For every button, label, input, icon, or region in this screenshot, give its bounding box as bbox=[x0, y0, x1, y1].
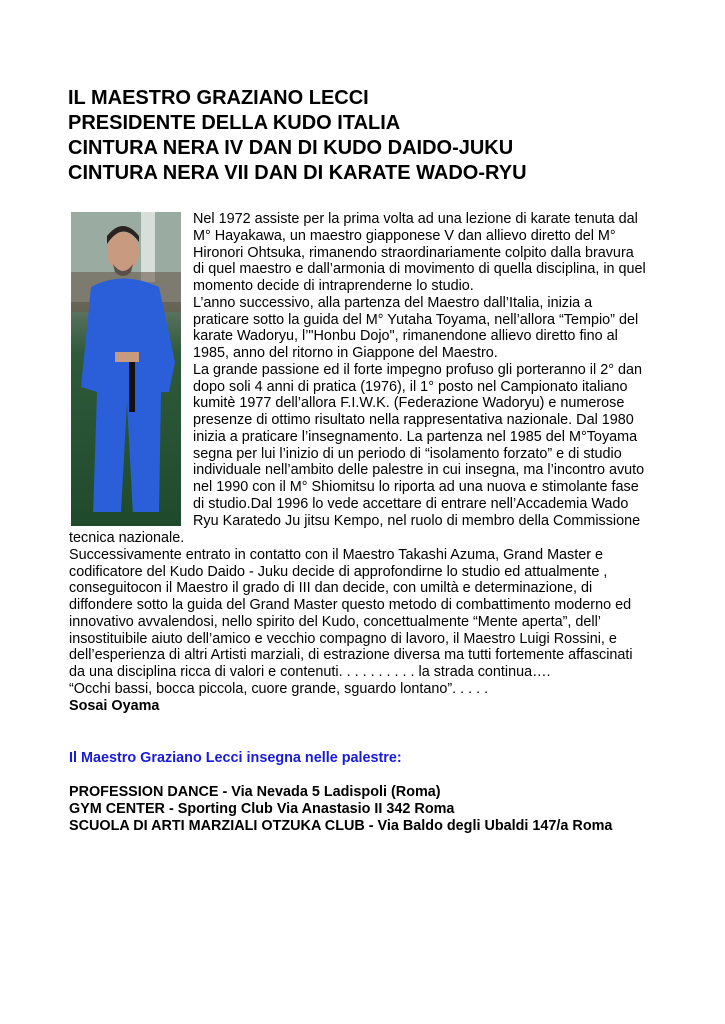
text-line: codificatore del Kudo Daido - Juku decide di approfondirne lo studio ed attualmente , bbox=[69, 563, 608, 580]
text-line: da una disciplina ricca di valori e contenuti. . . . . . . . . . la strada continua…. bbox=[69, 664, 551, 680]
text-line: kumitè 1977 dell’allora F.I.W.K. (Federazione Wadoryu) e numerose bbox=[193, 395, 625, 412]
text-line: M° Hayakawa, un maestro giapponese V dan allievo diretto del M° bbox=[193, 227, 616, 244]
text-line: conseguitocon il Maestro il grado di III dan decide, con umiltà e determinazione, di bbox=[69, 580, 593, 597]
title-line: CINTURA NERA IV DAN DI KUDO DAIDO-JUKU bbox=[68, 137, 514, 159]
text-line: 1985, anno del ritorno in Giappone del Maestro. bbox=[193, 345, 498, 361]
text-line: Successivamente entrato in contatto con il Maestro Takashi Azuma, Grand Master e bbox=[69, 546, 604, 563]
title-line: PRESIDENTE DELLA KUDO ITALIA bbox=[68, 112, 401, 134]
text-line: praticare sotto la guida del M° Yutaha Toyama, nell’allora “Tempio” del bbox=[193, 311, 639, 328]
palestre-heading: Il Maestro Graziano Lecci insegna nelle palestre: bbox=[69, 750, 402, 766]
text-line: segna per lui l’inizio di un periodo di “isolamento forzato” e di studio bbox=[193, 445, 622, 462]
bio-text-full bbox=[69, 530, 633, 714]
text-line: di quel maestro e dall’armonia di movimento di quella disciplina, in quel bbox=[193, 261, 646, 278]
text-line: Nel 1972 assiste per la prima volta ad una lezione di karate tenuta dal bbox=[193, 211, 638, 227]
text-line: “Occhi bassi, bocca piccola, cuore grande, sguardo lontano”. . . . . bbox=[69, 680, 489, 697]
palestra-item: GYM CENTER - Sporting Club Via Anastasio II 342 Roma bbox=[69, 800, 455, 817]
text-line: diffondere sotto la guida del Grand Master questo metodo di combattimento moderno ed bbox=[69, 597, 632, 613]
title-line: CINTURA NERA VII DAN DI KARATE WADO-RYU bbox=[68, 162, 527, 184]
palestra-item: SCUOLA DI ARTI MARZIALI OTZUKA CLUB - Via Baldo degli Ubaldi 147/a Roma bbox=[69, 817, 613, 834]
palestra-item: PROFESSION DANCE - Via Nevada 5 Ladispoli (Roma) bbox=[69, 784, 441, 800]
text-line: dopo soli 4 anni di pratica (1976), il 1° posto nel Campionato italiano bbox=[193, 378, 628, 395]
text-line: innovativo avvalendosi, nello spirito del Kudo, concettualmente “Mente aperta”, dell’ bbox=[69, 613, 601, 630]
text-line: nel 1990 con il M° Shiomitsu lo riporta ad una nuova e stimolante fase bbox=[193, 479, 639, 495]
text-line: tecnica nazionale. bbox=[69, 530, 185, 546]
text-line: dell’esperienza di altri Artisti marziali, di estrazione diversa ma tutti fortemente affascinati bbox=[69, 647, 633, 664]
text-line: insostituibile aiuto dell’amico e vecchio compagno di lavoro, il Maestro Luigi Rossini, e bbox=[69, 630, 617, 647]
palestre-list bbox=[69, 784, 612, 834]
bio-text-wrapped bbox=[193, 211, 646, 529]
text-line: karate Wadoryu, l’"Honbu Dojo", rimanendone allievo diretto fino al bbox=[193, 328, 618, 345]
title-line: IL MAESTRO GRAZIANO LECCI bbox=[68, 87, 369, 109]
maestro-photo bbox=[71, 212, 181, 526]
page-title bbox=[68, 86, 527, 186]
text-line: individuale nell’ambito delle palestre in cui insegna, ma l’incontro avuto bbox=[193, 462, 645, 479]
text-line: presenze di ottimo risultato nella rappresentativa nazionale. Dal 1980 bbox=[193, 412, 634, 428]
text-line: Ryu Karatedo Ju jitsu Kempo, nel ruolo di membro della Commissione bbox=[193, 512, 641, 529]
text-line: inizia a praticare l’insegnamento. La partenza nel 1985 del M°Toyama bbox=[193, 428, 638, 445]
signature: Sosai Oyama bbox=[69, 697, 160, 714]
text-line: L’anno successivo, alla partenza del Maestro dall’Italia, inizia a bbox=[193, 294, 593, 311]
text-line: Hironori Ohtsuka, rimanendo straordinariamente colpito dalla bravura bbox=[193, 244, 634, 261]
text-line: momento decide di intraprenderne lo studio. bbox=[193, 278, 474, 294]
text-line: di studio.Dal 1996 lo vede accettare di entrare nell’Accademia Wado bbox=[193, 495, 629, 512]
text-line: La grande passione ed il forte impegno profuso gli porteranno il 2° dan bbox=[193, 361, 642, 378]
